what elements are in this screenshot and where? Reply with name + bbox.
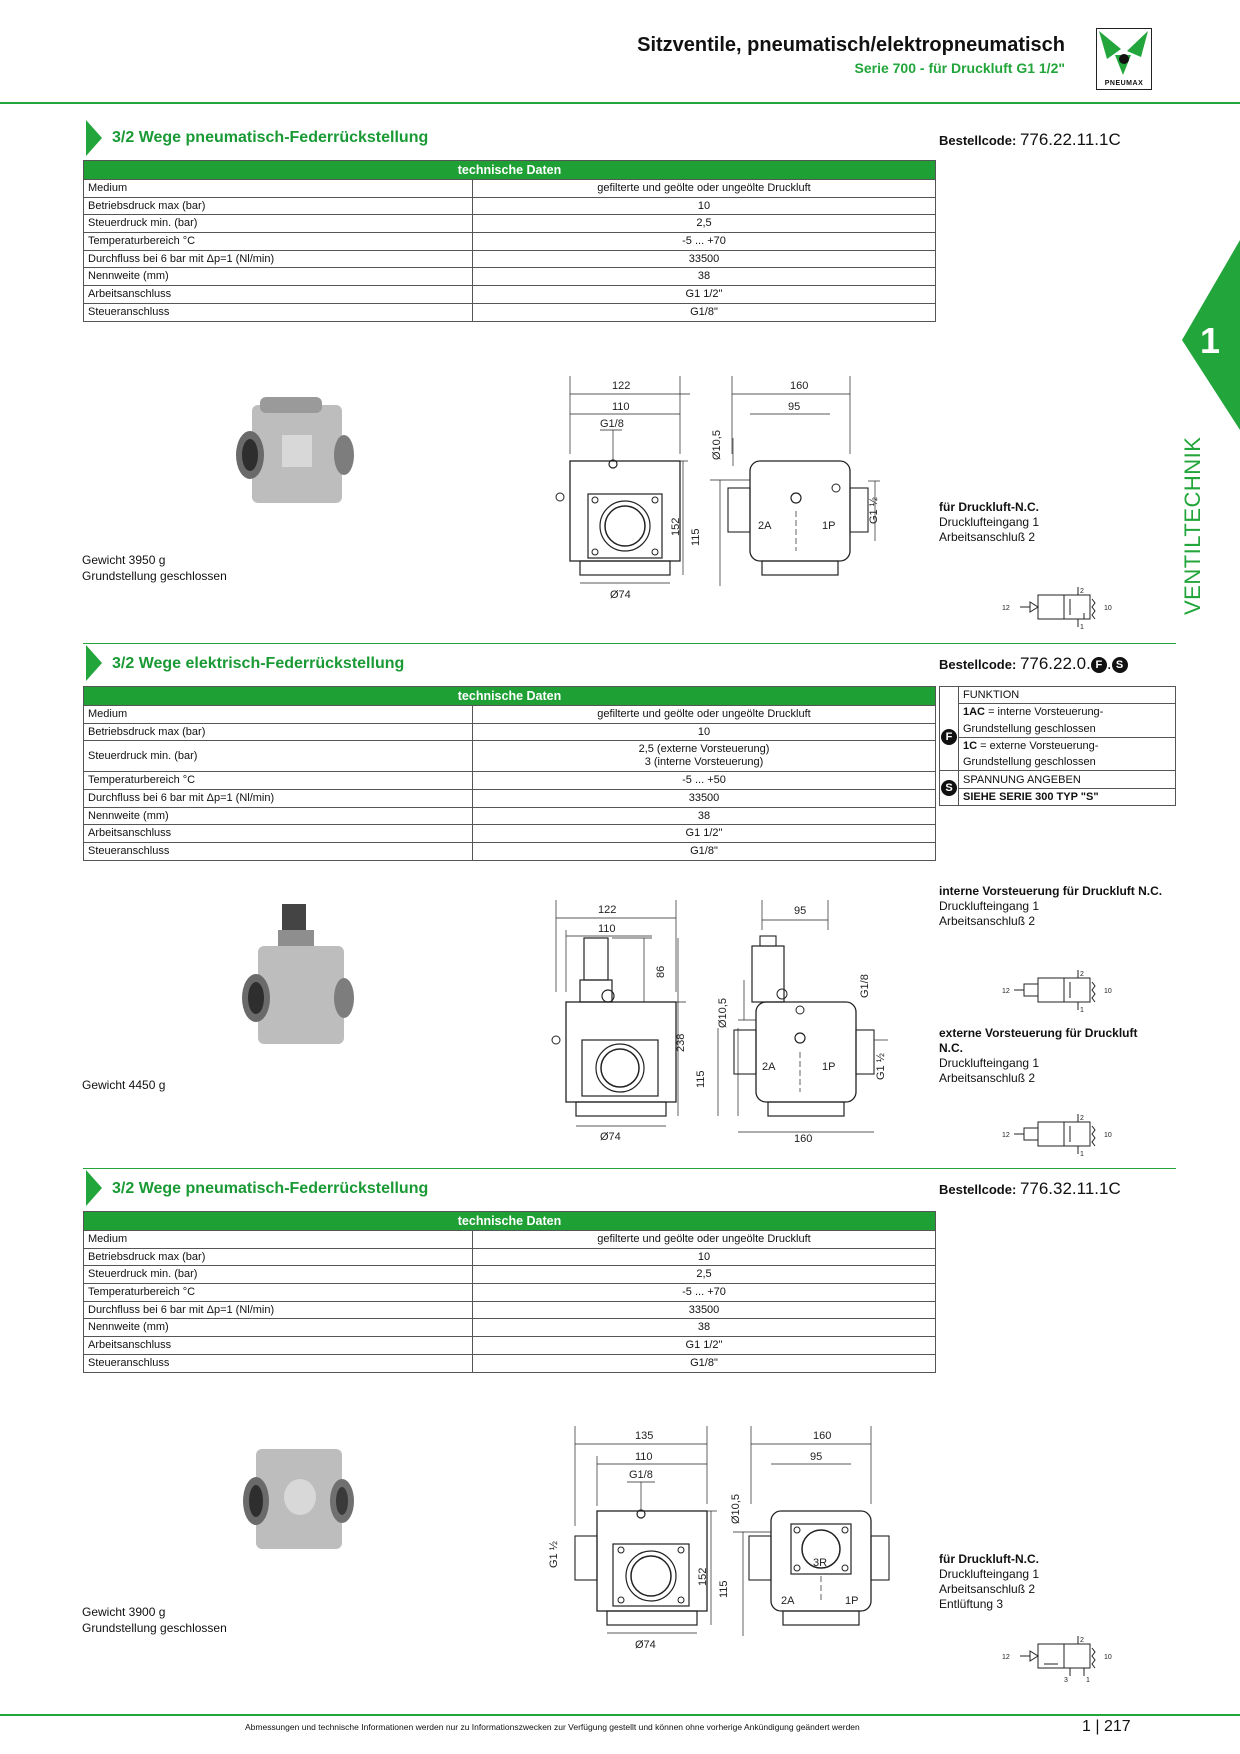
dim-d74: Ø74 xyxy=(610,589,631,601)
note-head: externe Vorsteuerung für Druckluft xyxy=(939,1026,1138,1040)
dim-115: 115 xyxy=(690,528,702,546)
table-row: Betriebsdruck max (bar) 10 xyxy=(84,723,936,741)
order-label: Bestellcode: xyxy=(939,133,1017,148)
table-row: Betriebsdruck max (bar) 10 xyxy=(84,1248,936,1266)
table-header: technische Daten xyxy=(84,687,936,706)
table-header: technische Daten xyxy=(84,1212,936,1231)
dim-110: 110 xyxy=(612,401,630,413)
f-marker-icon: F xyxy=(941,729,957,745)
f-marker-icon: F xyxy=(1091,657,1107,673)
dim-95: 95 xyxy=(788,401,801,413)
svg-text:G1/8: G1/8 xyxy=(629,1469,653,1481)
table-row: Temperaturbereich °C -5 ... +50 xyxy=(84,772,936,790)
section-3-tech-table xyxy=(83,1211,936,1373)
svg-text:10: 10 xyxy=(1104,988,1112,995)
table-row: Steueranschluss G1/8" xyxy=(84,303,936,321)
note-head: für Druckluft-N.C. xyxy=(939,1552,1039,1566)
svg-text:110: 110 xyxy=(598,923,616,935)
table-row: Steuerdruck min. (bar) 2,5 (externe Vorsteuerung) 3 (interne Vorsteuerung) xyxy=(84,741,936,772)
section-2-tech-table xyxy=(83,686,936,861)
table-row: Arbeitsanschluss G1 1/2" xyxy=(84,286,936,304)
table-row: Nennweite (mm) 38 xyxy=(84,268,936,286)
section-3-order-code: Bestellcode: 776.32.11.1C xyxy=(939,1179,1121,1198)
svg-text:Ø10,5: Ø10,5 xyxy=(730,1494,742,1524)
svg-text:Ø74: Ø74 xyxy=(600,1131,621,1143)
pneumax-logo-mark-icon xyxy=(1097,29,1150,77)
table-row: Durchfluss bei 6 bar mit Δp=1 (Nl/min) 33500 xyxy=(84,1301,936,1319)
table-row: Durchfluss bei 6 bar mit Δp=1 (Nl/min) 33500 xyxy=(84,790,936,808)
chapter-label: VENTILTECHNIK xyxy=(1180,436,1205,615)
chapter-number: 1 xyxy=(1199,320,1221,361)
page-title: Sitzventile, pneumatisch/elektropneumatisch xyxy=(637,34,1065,56)
footer-disclaimer: Abmessungen und technische Informationen werden nur zu Informationszwecken zur Verfügung gestellt und können ohne vorherige Ankündigung geändert werden xyxy=(245,1722,860,1732)
svg-text:95: 95 xyxy=(810,1451,823,1463)
table-row: Steueranschluss G1/8" xyxy=(84,1354,936,1372)
svg-text:238: 238 xyxy=(675,1033,687,1052)
svg-text:2: 2 xyxy=(1080,588,1084,595)
svg-text:115: 115 xyxy=(695,1070,707,1088)
table-header: technische Daten xyxy=(84,161,936,180)
valve-symbol-icon xyxy=(1000,1634,1120,1684)
s-marker-icon: S xyxy=(1112,657,1128,673)
table-row: Arbeitsanschluss G1 1/2" xyxy=(84,1337,936,1355)
dimension-drawing xyxy=(545,1426,895,1666)
svg-text:10: 10 xyxy=(1104,1654,1112,1661)
section-divider xyxy=(83,1168,1176,1169)
svg-text:Ø74: Ø74 xyxy=(635,1639,656,1651)
svg-text:2A: 2A xyxy=(762,1061,776,1073)
svg-text:1P: 1P xyxy=(845,1595,859,1607)
svg-text:3R: 3R xyxy=(813,1557,828,1569)
weight-text: Gewicht 3950 g xyxy=(82,553,166,567)
section-3-title: 3/2 Wege pneumatisch-Federrückstellung xyxy=(112,1180,429,1197)
table-row: Temperaturbereich °C -5 ... +70 xyxy=(84,233,936,251)
dimension-drawing xyxy=(548,900,888,1150)
footer-divider xyxy=(0,1714,1240,1716)
svg-text:10: 10 xyxy=(1104,605,1112,612)
svg-text:110: 110 xyxy=(635,1451,653,1463)
svg-text:12: 12 xyxy=(1002,988,1010,995)
section-1-tech-table xyxy=(83,160,936,322)
svg-text:G1 ½: G1 ½ xyxy=(548,1541,560,1568)
table-row: Medium gefilterte und geölte oder ungeölte Druckluft xyxy=(84,706,936,724)
table-row: Medium gefilterte und geölte oder ungeölte Druckluft xyxy=(84,180,936,198)
page-number: 1 | 217 xyxy=(1082,1718,1131,1735)
svg-text:86: 86 xyxy=(655,965,667,978)
table-row: Arbeitsanschluss G1 1/2" xyxy=(84,825,936,843)
svg-text:12: 12 xyxy=(1002,605,1010,612)
svg-text:95: 95 xyxy=(794,905,807,917)
note-line: Drucklufteingang 1 xyxy=(939,515,1040,529)
section-arrow-icon xyxy=(86,645,102,681)
weight-text: Gewicht 4450 g xyxy=(82,1078,166,1092)
position-text: Grundstellung geschlossen xyxy=(82,569,227,583)
table-row: Betriebsdruck max (bar) 10 xyxy=(84,197,936,215)
svg-text:1: 1 xyxy=(1086,1677,1090,1684)
svg-text:152: 152 xyxy=(697,1567,709,1586)
dim-152: 152 xyxy=(670,517,682,536)
header-divider xyxy=(0,102,1240,104)
s-marker-icon: S xyxy=(941,780,957,796)
page-subtitle: Serie 700 - für Druckluft G1 1/2" xyxy=(854,60,1065,76)
section-1-order-code xyxy=(939,130,1121,150)
port-1p: 1P xyxy=(822,520,836,532)
section-2-order-code: Bestellcode: 776.22.0. F . S xyxy=(939,654,1128,674)
port-2a: 2A xyxy=(758,520,772,532)
dim-g112: G1 ½ xyxy=(868,497,880,524)
svg-text:3: 3 xyxy=(1064,1677,1068,1684)
valve-symbol-icon xyxy=(1000,968,1120,1012)
function-table: FUNKTION F 1AC = interne Vorsteuerung- Grundstellung geschlossen 1C = externe Vorsteuerung- Grundstellung geschlossen S SPANNUNG ANGEBEN SIEHE SERIE 300 TYP "S" xyxy=(939,686,1176,806)
dim-g18: G1/8 xyxy=(600,418,624,430)
section-2-title: 3/2 Wege elektrisch-Federrückstellung xyxy=(112,655,405,672)
svg-text:160: 160 xyxy=(813,1430,832,1442)
order-code-value: 776.22.11.1C xyxy=(1019,130,1121,149)
table-row: Durchfluss bei 6 bar mit Δp=1 (Nl/min) 33500 xyxy=(84,250,936,268)
table-row: Medium gefilterte und geölte oder ungeölte Druckluft xyxy=(84,1231,936,1249)
svg-text:1P: 1P xyxy=(822,1061,836,1073)
svg-text:12: 12 xyxy=(1002,1132,1010,1139)
svg-text:2: 2 xyxy=(1080,1637,1084,1644)
section-1-title: 3/2 Wege pneumatisch-Federrückstellung xyxy=(112,129,429,146)
position-text: Grundstellung geschlossen xyxy=(82,1621,227,1635)
svg-text:12: 12 xyxy=(1002,1654,1010,1661)
table-row: Steueranschluss G1/8" xyxy=(84,843,936,861)
dim-d105: Ø10,5 xyxy=(711,430,723,460)
table-row: Nennweite (mm) 38 xyxy=(84,807,936,825)
section-divider xyxy=(83,643,1176,644)
dim-160: 160 xyxy=(790,380,809,392)
svg-text:1: 1 xyxy=(1080,1151,1084,1156)
weight-text: Gewicht 3900 g xyxy=(82,1605,166,1619)
pneumax-logo xyxy=(1096,28,1152,90)
section-arrow-icon xyxy=(86,1170,102,1206)
svg-text:160: 160 xyxy=(794,1133,813,1145)
svg-text:G1/8: G1/8 xyxy=(859,974,871,998)
svg-text:135: 135 xyxy=(635,1430,654,1442)
svg-text:115: 115 xyxy=(718,1580,730,1598)
valve-photo xyxy=(232,395,362,510)
svg-text:2: 2 xyxy=(1080,971,1084,978)
svg-text:G1 ½: G1 ½ xyxy=(875,1053,887,1080)
svg-text:2: 2 xyxy=(1080,1115,1084,1122)
valve-symbol-icon xyxy=(1000,585,1120,629)
table-row: Steuerdruck min. (bar) 2,5 xyxy=(84,215,936,233)
table-row: Steuerdruck min. (bar) 2,5 xyxy=(84,1266,936,1284)
table-row: Temperaturbereich °C -5 ... +70 xyxy=(84,1284,936,1302)
valve-photo xyxy=(238,900,358,1050)
dimension-drawing xyxy=(550,376,880,616)
svg-text:122: 122 xyxy=(598,904,617,916)
svg-text:2A: 2A xyxy=(781,1595,795,1607)
logo-text: PNEUMAX xyxy=(1104,80,1144,87)
valve-symbol-icon xyxy=(1000,1112,1120,1156)
svg-text:Ø10,5: Ø10,5 xyxy=(717,998,729,1028)
note-head: interne Vorsteuerung für Druckluft N.C. xyxy=(939,884,1163,898)
section-arrow-icon xyxy=(86,120,102,156)
dim-122: 122 xyxy=(612,380,631,392)
svg-text:10: 10 xyxy=(1104,1132,1112,1139)
svg-text:1: 1 xyxy=(1080,1007,1084,1012)
note-line: Arbeitsanschluß 2 xyxy=(939,530,1036,544)
note-head: für Druckluft-N.C. xyxy=(939,500,1039,514)
valve-photo xyxy=(238,1443,358,1558)
svg-text:1: 1 xyxy=(1080,624,1084,629)
table-row: Nennweite (mm) 38 xyxy=(84,1319,936,1337)
